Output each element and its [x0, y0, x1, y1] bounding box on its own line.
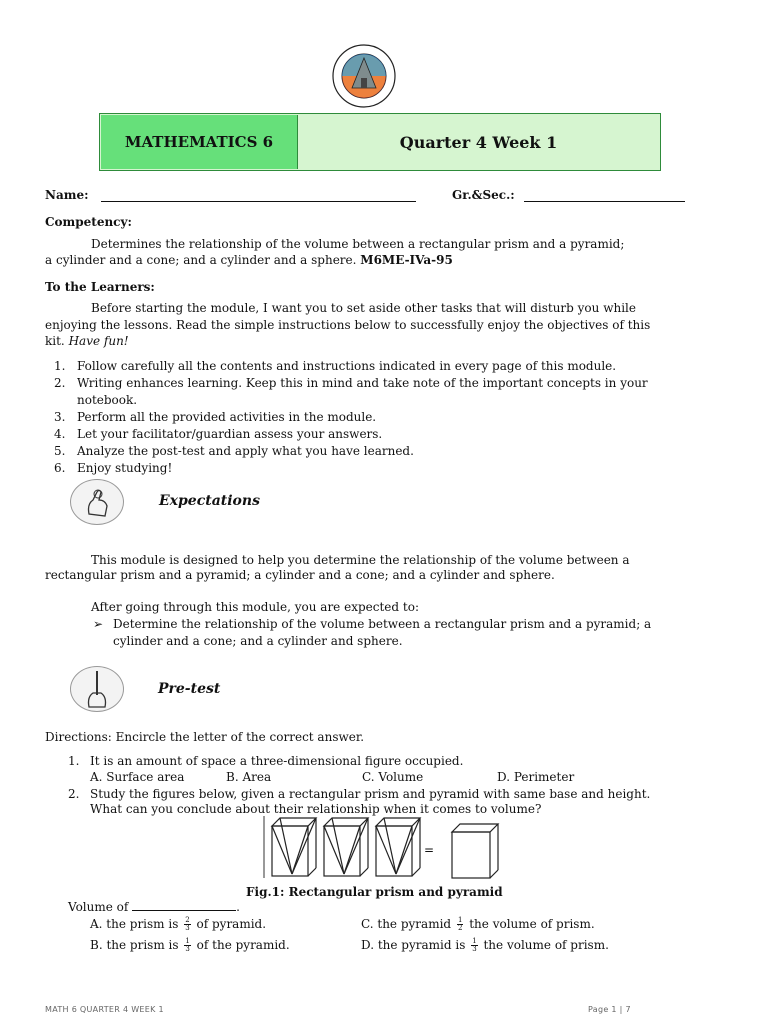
option-b-text: B. the prism is: [90, 938, 179, 952]
fraction-one-third: $\frac{1}{3}$: [185, 937, 190, 953]
expectations-p1-line-1: This module is designed to help you determine the relationship of the volume between a: [91, 553, 630, 567]
q1-choice-d: D. Perimeter: [497, 770, 575, 784]
list-item: [45, 460, 725, 477]
volume-of-blank[interactable]: [132, 910, 236, 911]
question-2-number: 2.: [68, 787, 80, 801]
list-item: [45, 443, 725, 460]
question-2-line-1: Study the figures below, given a rectangular prism and pyramid with same base and height.: [90, 787, 651, 801]
list-item-text: notebook.: [77, 393, 138, 407]
footer-left: MATH 6 QUARTER 4 WEEK 1: [45, 1005, 164, 1014]
fraction-two-thirds: $\frac{2}{3}$: [185, 916, 190, 932]
name-label: Name:: [45, 188, 89, 202]
expectation-bullet-line-2: cylinder and a cone; and a cylinder and sphere.: [113, 634, 403, 648]
prism-with-pyramid-1: [272, 818, 316, 876]
list-item-number: 1.: [54, 359, 66, 373]
equals-sign: =: [424, 843, 435, 857]
competency-text: a cylinder and a cone; and a cylinder and a sphere.: [45, 253, 357, 267]
list-item-number: 3.: [54, 410, 66, 424]
prism-with-pyramid-3: [376, 818, 420, 876]
q1-choice-a: A. Surface area: [90, 770, 185, 784]
fraction-one-half: $\frac{1}{2}$: [457, 916, 463, 932]
list-item-text: Analyze the post-test and apply what you have learned.: [77, 444, 414, 458]
option-d-text-end: the volume of prism.: [483, 938, 609, 952]
learners-line-1: Before starting the module, I want you to set aside other tasks that will disturb you while: [91, 301, 636, 315]
question-2-line-2: What can you conclude about their relationship when it comes to volume?: [90, 802, 542, 816]
grade-section-field[interactable]: [524, 201, 685, 202]
competency-code: M6ME-IVa-95: [360, 253, 453, 267]
name-field[interactable]: [101, 201, 416, 202]
list-item-text: Follow carefully all the contents and instructions indicated in every page of this module.: [77, 359, 617, 373]
list-item-number: 2.: [54, 376, 66, 390]
list-item-number: 5.: [54, 444, 66, 458]
list-item: [45, 375, 725, 409]
question-1-text: It is an amount of space a three-dimensional figure occupied.: [90, 754, 464, 768]
q1-choice-c: C. Volume: [362, 770, 424, 784]
volume-of-line: Volume of .: [68, 900, 240, 914]
list-item-number: 6.: [54, 461, 66, 475]
division-logo: [332, 44, 396, 108]
option-d-text: D. the pyramid is: [361, 938, 466, 952]
instructions-list: [45, 358, 725, 477]
competency-line-1: Determines the relationship of the volume between a rectangular prism and a pyramid;: [91, 237, 625, 251]
list-item: [45, 426, 725, 443]
option-b-text-end: of the pyramid.: [196, 938, 290, 952]
learners-line-2: enjoying the lessons. Read the simple instructions below to successfully enjoy the objectives of this: [45, 318, 651, 332]
competency-line-2: [45, 252, 453, 269]
option-a-text: A. the prism is: [90, 917, 179, 931]
page-number: Page 1 | 7: [588, 1005, 631, 1014]
pretest-directions: Directions: Encircle the letter of the correct answer.: [45, 730, 365, 744]
expectations-p1-line-2: rectangular prism and a pyramid; a cylinder and a cone; and a cylinder and sphere.: [45, 568, 555, 582]
subject-title: MATHEMATICS 6: [101, 115, 298, 169]
prism-pyramid-figure: [262, 814, 512, 880]
volume-of-text: Volume of: [68, 900, 129, 914]
option-c: [361, 916, 595, 933]
list-item-text: Writing enhances learning. Keep this in mind and take note of the important concepts in your: [77, 376, 648, 390]
figure-caption: Fig.1: Rectangular prism and pyramid: [246, 885, 503, 899]
expectation-bullet-line-1: Determine the relationship of the volume between a rectangular prism and a pyramid; a: [113, 617, 652, 631]
list-item-text: Perform all the provided activities in the module.: [77, 410, 377, 424]
pretest-title: Pre-test: [158, 681, 221, 697]
quarter-week-title: Quarter 4 Week 1: [399, 132, 558, 152]
pointing-hand-icon: [70, 479, 124, 525]
option-a-text-end: of pyramid.: [196, 917, 267, 931]
expectations-p2: After going through this module, you are expected to:: [91, 600, 419, 614]
list-item-number: 4.: [54, 427, 66, 441]
option-d: [361, 937, 609, 954]
learners-line-3: [45, 333, 129, 350]
list-item-text: Enjoy studying!: [77, 461, 173, 475]
competency-heading: Competency:: [45, 215, 132, 229]
option-c-text: C. the pyramid: [361, 917, 452, 931]
option-a: [90, 916, 266, 933]
have-fun-text: Have fun!: [68, 334, 129, 348]
list-item: [45, 409, 725, 426]
learners-heading: To the Learners:: [45, 280, 155, 294]
q1-choice-b: B. Area: [226, 770, 272, 784]
learners-kit-text: kit.: [45, 334, 65, 348]
prism-with-pyramid-2: [324, 818, 368, 876]
option-b: [90, 937, 290, 954]
list-item-text: Let your facilitator/guardian assess your answers.: [77, 427, 383, 441]
rectangular-prism: [452, 824, 498, 878]
grade-section-label: Gr.&Sec.:: [452, 188, 515, 202]
question-1-number: 1.: [68, 754, 80, 768]
option-c-text-end: the volume of prism.: [469, 917, 595, 931]
expectations-title: Expectations: [159, 493, 260, 509]
bullet-arrow: ➢: [93, 617, 104, 631]
pencil-hand-icon: [70, 666, 124, 712]
list-item: [45, 358, 725, 375]
fraction-one-third: $\frac{1}{3}$: [472, 937, 477, 953]
